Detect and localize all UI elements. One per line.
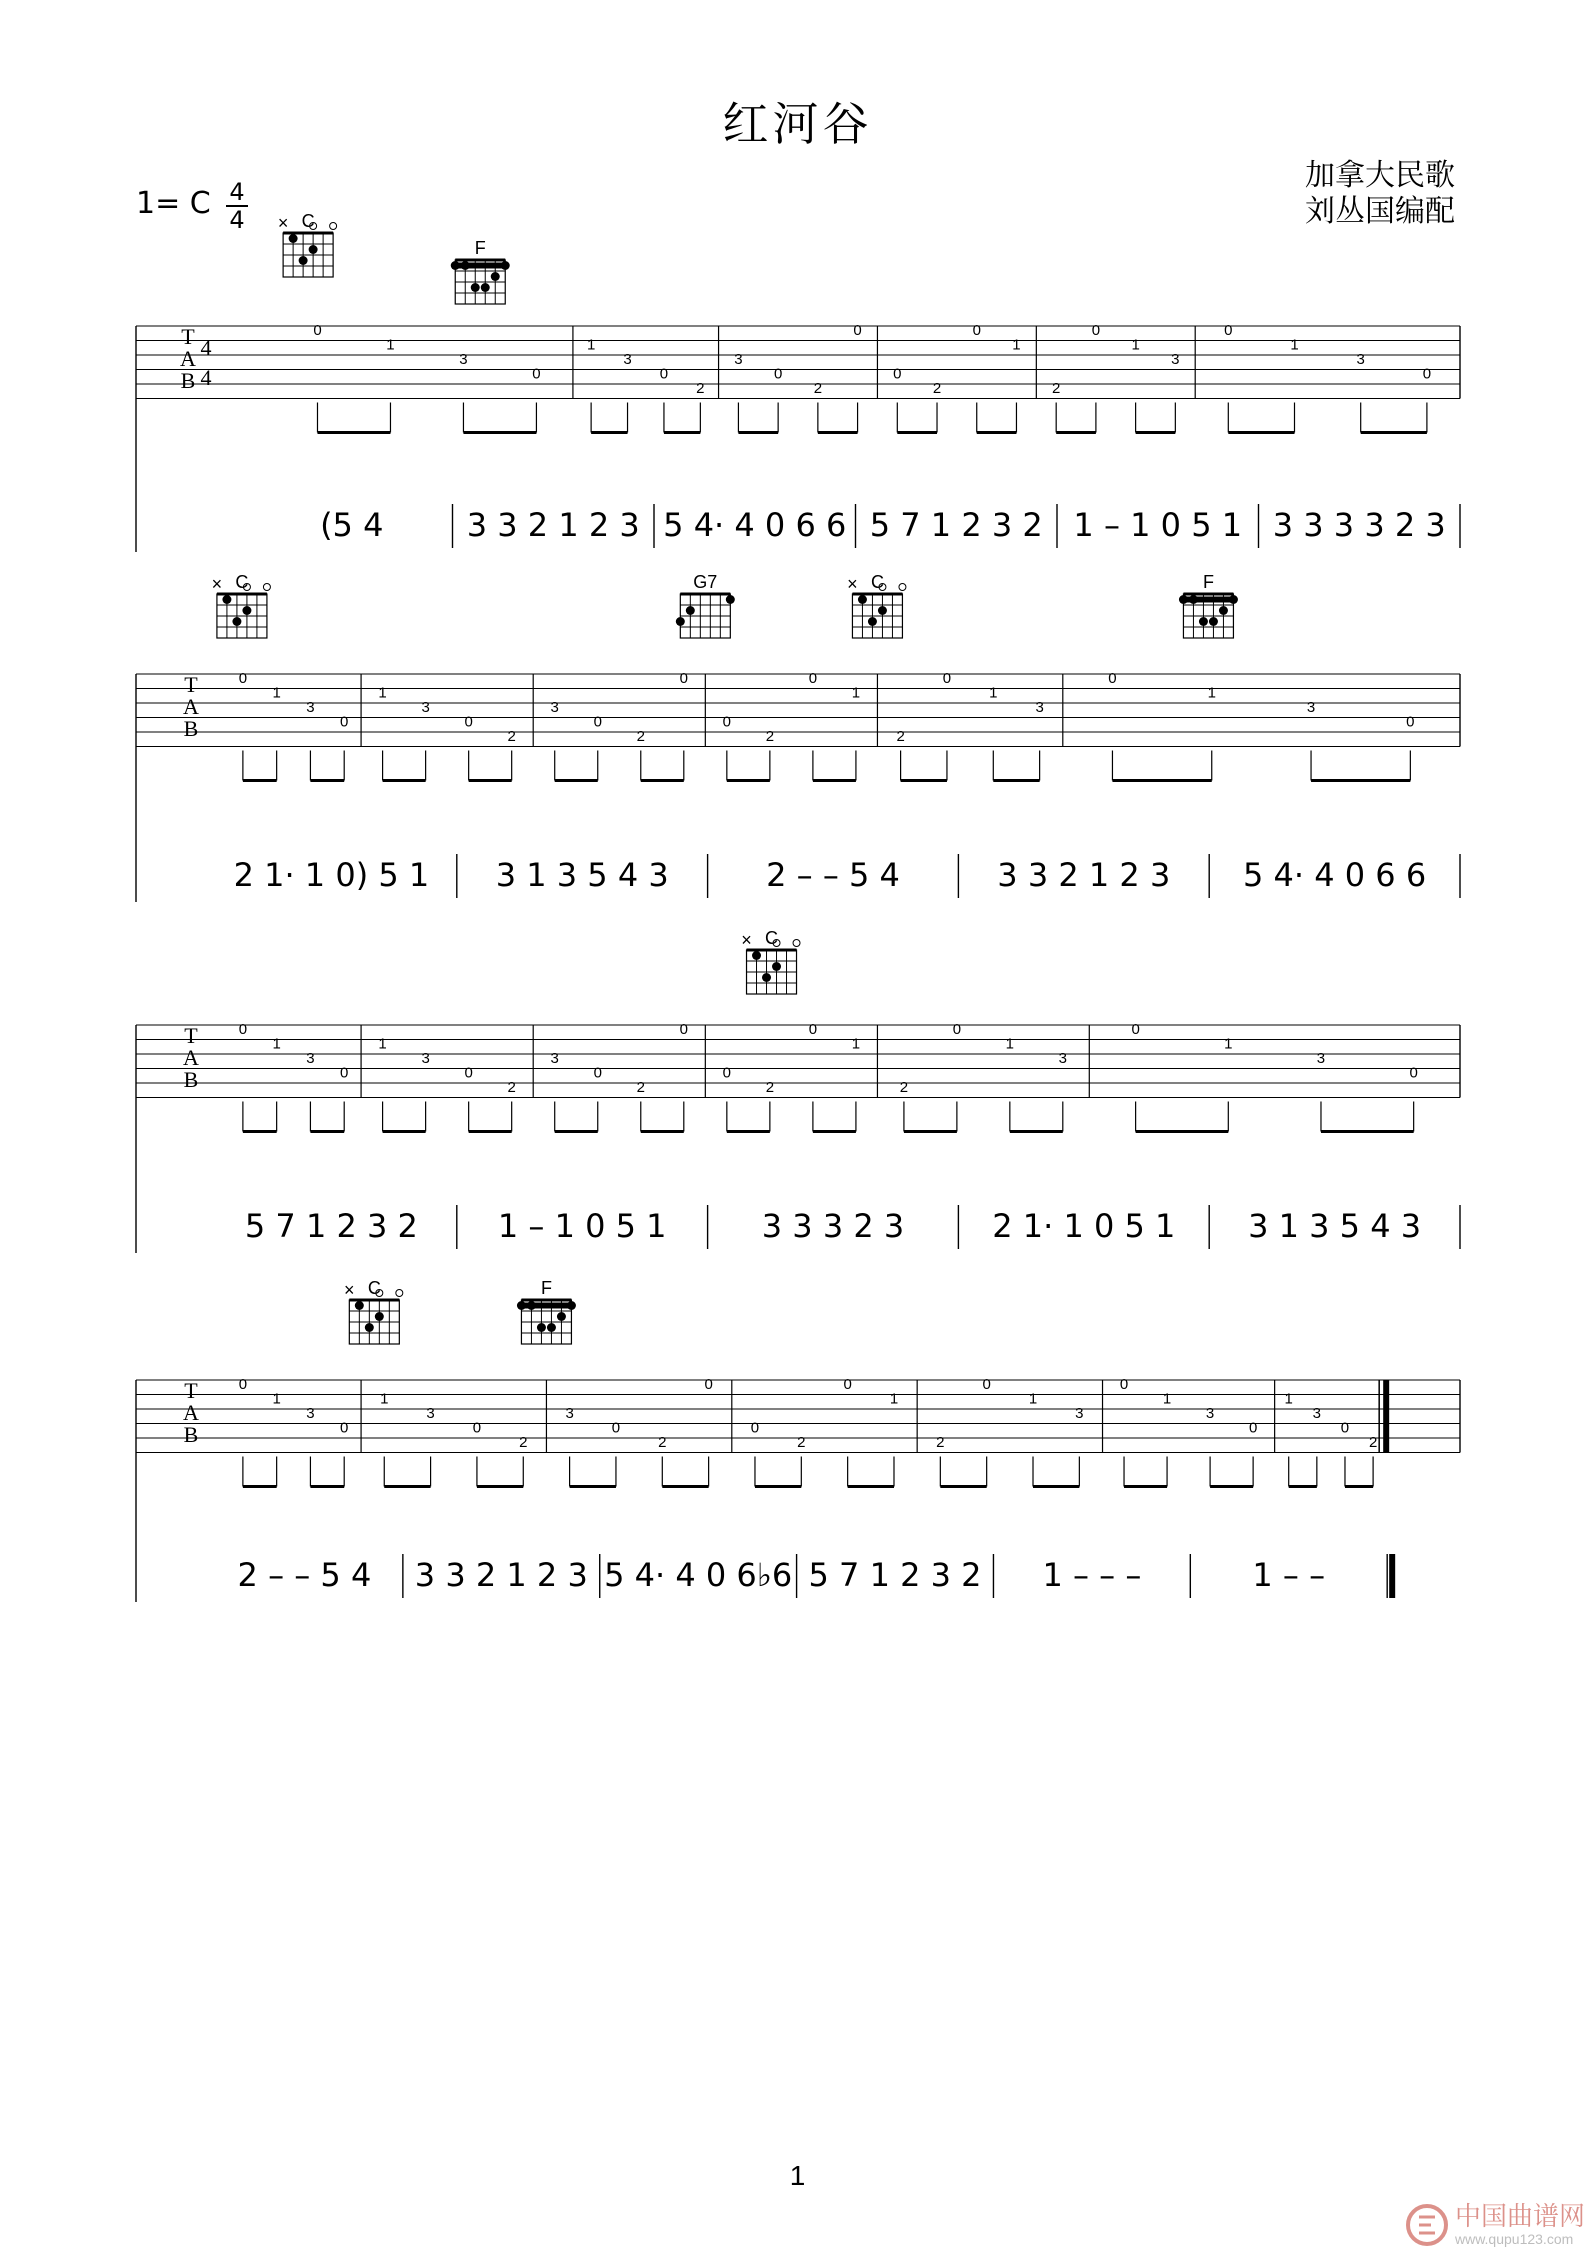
tab-label: B: [183, 716, 199, 741]
tab-label: T: [184, 1378, 198, 1403]
tab-fret-number: 0: [972, 322, 981, 339]
tab-fret-number: 0: [1409, 1064, 1418, 1082]
chord-dot: [1199, 617, 1208, 626]
tab-fret-number: 0: [1224, 322, 1233, 339]
tab-fret-number: 3: [1205, 1405, 1215, 1422]
tab-timesig: 4: [200, 365, 212, 390]
tab-fret-number: 3: [306, 699, 315, 716]
chord-name: C: [765, 928, 779, 948]
chord-dot: [537, 1323, 546, 1332]
muted-string-icon: ×: [277, 213, 289, 233]
open-string-icon: [899, 584, 906, 591]
tab-fret-number: 1: [889, 1390, 899, 1408]
chord-dot: [481, 283, 490, 292]
tab-fret-number: 3: [1058, 1050, 1067, 1067]
tab-fret-number: 3: [459, 351, 468, 368]
chord-dot: [309, 245, 318, 254]
tab-fret-number: 1: [1224, 1035, 1233, 1053]
tab-fret-number: 2: [896, 728, 905, 745]
chord-name: C: [870, 572, 884, 592]
tab-fret-number: 0: [722, 1064, 732, 1082]
chord-dot: [355, 1301, 364, 1310]
chord-dot: [299, 256, 308, 265]
chord-dot: [878, 606, 887, 615]
credit-origin: 加拿大民歌: [1305, 158, 1455, 193]
chord-diagram: [676, 572, 735, 638]
tab-fret-number: 3: [1075, 1405, 1084, 1422]
tab-label: A: [183, 694, 199, 719]
tab-fret-number: 2: [519, 1434, 528, 1451]
key-signature: 1= C: [136, 186, 211, 221]
tab-fret-number: 3: [421, 1050, 430, 1067]
jianpu-measure: 3 3 3 2 3: [761, 1207, 905, 1245]
jianpu-measure: 5 4· 4 0 6 6: [663, 506, 847, 544]
tab-fret-number: 0: [773, 365, 783, 383]
jianpu-measure: 5 4· 4 0 6♭6: [604, 1556, 793, 1594]
tab-fret-number: 1: [378, 684, 387, 702]
chord-dot: [726, 595, 735, 604]
chord-diagram: [212, 572, 271, 638]
jianpu-measure: 1 – 1 0 5 1: [1073, 506, 1243, 544]
jianpu-measure: 3 3 3 3 2 3: [1272, 506, 1446, 544]
tab-fret-number: 0: [808, 670, 818, 687]
tab-fret-number: 3: [1316, 1050, 1326, 1067]
tab-fret-number: 0: [750, 1419, 760, 1437]
tab-fret-number: 3: [1035, 699, 1044, 716]
jianpu-measure: 3 3 2 1 2 3: [466, 506, 640, 544]
tab-fret-number: 0: [1248, 1419, 1258, 1437]
tab-fret-number: 1: [386, 336, 395, 354]
muted-string-icon: ×: [211, 574, 223, 594]
watermark: [1405, 2203, 1585, 2247]
open-string-icon: [793, 940, 800, 947]
tab-fret-number: 0: [1422, 365, 1432, 383]
tab-label: T: [181, 324, 195, 349]
tab-fret-number: 3: [734, 351, 743, 368]
tab-fret-number: 1: [1284, 1390, 1293, 1408]
tab-label: B: [180, 368, 196, 393]
chord-barre: [1181, 597, 1235, 603]
tab-fret-number: 2: [797, 1434, 806, 1451]
tab-label: B: [183, 1422, 199, 1447]
tab-fret-number: 2: [932, 380, 942, 397]
tab-fret-number: 2: [765, 1079, 775, 1096]
chord-dot: [686, 606, 695, 615]
chord-dot: [752, 951, 761, 960]
chord-dot: [676, 617, 685, 626]
tab-timesig: 4: [200, 335, 212, 360]
chord-dot: [762, 973, 771, 982]
watermark-logo-icon: [1405, 2203, 1449, 2247]
tab-fret-number: 0: [593, 713, 602, 731]
tab-label: A: [183, 1400, 199, 1425]
chord-diagram: [741, 928, 800, 994]
chord-dot: [772, 962, 781, 971]
muted-string-icon: ×: [847, 574, 858, 594]
tab-label: A: [183, 1045, 199, 1070]
tab-fret-number: 0: [808, 1021, 818, 1038]
jianpu-measure: 3 3 2 1 2 3: [997, 856, 1171, 894]
tab-fret-number: 2: [658, 1434, 667, 1451]
chord-dot: [242, 606, 251, 615]
page-title: 红河谷: [722, 97, 873, 151]
tab-fret-number: 0: [722, 713, 732, 731]
chord-dot: [471, 283, 480, 292]
tab-fret-number: 3: [623, 351, 632, 368]
jianpu-measure: 3 1 3 5 4 3: [1248, 1207, 1422, 1245]
muted-string-icon: ×: [741, 930, 752, 950]
chord-barre: [453, 263, 507, 269]
tab-fret-number: 0: [340, 713, 349, 731]
system: [136, 1021, 1460, 1253]
tab-label: T: [184, 1023, 198, 1048]
tab-fret-number: 1: [586, 336, 596, 354]
chord-name: C: [367, 1278, 381, 1298]
jianpu-measure: 3 3 2 1 2 3: [414, 1556, 588, 1594]
tab-fret-number: 0: [340, 1419, 349, 1437]
system: [136, 322, 1460, 552]
tab-fret-number: 0: [843, 1376, 852, 1393]
tab-fret-number: 2: [936, 1434, 945, 1451]
tab-fret-number: 0: [472, 1419, 482, 1437]
time-signature-top: 4: [229, 178, 245, 206]
tab-fret-number: 0: [952, 1021, 962, 1038]
chord-diagram: [344, 1278, 403, 1344]
tab-fret-number: 2: [636, 728, 645, 745]
tab-fret-number: 1: [1005, 1035, 1015, 1053]
tab-fret-number: 0: [238, 670, 248, 687]
tab-fret-number: 1: [272, 1035, 281, 1053]
tab-fret-number: 2: [696, 380, 705, 397]
system: [136, 1376, 1460, 1602]
tab-fret-number: 0: [238, 1021, 248, 1038]
tab-fret-number: 0: [982, 1376, 991, 1393]
jianpu-measure: (5 4: [320, 506, 384, 544]
tab-fret-number: 3: [1306, 699, 1316, 716]
tab-fret-number: 0: [1091, 322, 1101, 339]
chord-diagram: [847, 572, 906, 638]
open-string-icon: [263, 584, 270, 591]
tab-fret-number: 0: [238, 1376, 248, 1393]
chord-dot: [365, 1323, 374, 1332]
tab-fret-number: 3: [1356, 351, 1365, 368]
tab-fret-number: 0: [593, 1064, 602, 1082]
chord-name: C: [235, 572, 249, 592]
tab-fret-number: 2: [813, 380, 823, 397]
chord-diagram: [1179, 572, 1238, 638]
tab-fret-number: 0: [659, 365, 669, 383]
tab-fret-number: 2: [899, 1079, 909, 1096]
chord-dot: [222, 595, 231, 604]
tab-fret-number: 0: [942, 670, 952, 687]
chord-barre: [519, 1303, 573, 1309]
tab-fret-number: 3: [1171, 351, 1180, 368]
tab-fret-number: 0: [679, 670, 688, 687]
chord-name: C: [301, 211, 315, 231]
chord-dot: [1219, 606, 1228, 615]
tab-fret-number: 0: [1119, 1376, 1129, 1393]
open-string-icon: [396, 1290, 403, 1297]
tab-fret-number: 0: [611, 1419, 621, 1437]
tab-fret-number: 3: [306, 1050, 315, 1067]
tab-label: T: [184, 672, 198, 697]
chord-diagram: [517, 1278, 576, 1344]
page-number: 1: [789, 2160, 806, 2191]
tab-fret-number: 3: [306, 1405, 315, 1422]
chord-name: G7: [693, 572, 718, 592]
tab-fret-number: 1: [989, 684, 998, 702]
tab-fret-number: 1: [1162, 1390, 1172, 1408]
tab-fret-number: 0: [313, 322, 322, 339]
jianpu-measure: 1 – 1 0 5 1: [497, 1207, 667, 1245]
jianpu-measure: 1 – –: [1252, 1556, 1326, 1594]
jianpu-measure: 2 1· 1 0 5 1: [992, 1207, 1176, 1245]
tab-fret-number: 1: [1207, 684, 1216, 702]
tab-fret-number: 2: [1368, 1434, 1378, 1451]
tab-fret-number: 1: [272, 684, 281, 702]
open-string-icon: [330, 223, 337, 230]
final-barline: [1383, 1380, 1389, 1453]
tab-fret-number: 0: [340, 1064, 349, 1082]
tab-fret-number: 0: [853, 322, 862, 339]
tab-fret-number: 3: [421, 699, 430, 716]
tab-fret-number: 2: [765, 728, 775, 745]
chord-dot: [375, 1312, 384, 1321]
muted-string-icon: ×: [344, 1280, 355, 1300]
tab-fret-number: 0: [532, 365, 541, 383]
tab-fret-number: 0: [464, 713, 473, 731]
tab-fret-number: 0: [1340, 1419, 1350, 1437]
chord-dot: [858, 595, 867, 604]
time-signature-bottom: 4: [229, 206, 245, 234]
jianpu-final-barline: [1389, 1554, 1395, 1598]
tab-fret-number: 0: [464, 1064, 473, 1082]
watermark-name: 中国曲谱网: [1454, 2202, 1585, 2232]
tab-fret-number: 3: [550, 1050, 559, 1067]
jianpu-measure: 5 7 1 2 3 2: [808, 1556, 982, 1594]
chord-diagram: [278, 211, 337, 277]
tab-fret-number: 0: [1406, 713, 1415, 731]
jianpu-measure: 3 1 3 5 4 3: [495, 856, 669, 894]
tab-fret-number: 1: [380, 1390, 389, 1408]
tab-fret-number: 0: [704, 1376, 713, 1393]
jianpu-measure: 5 7 1 2 3 2: [869, 506, 1043, 544]
chord-diagram: [451, 238, 510, 304]
tab-fret-number: 3: [1312, 1405, 1322, 1422]
chord-dot: [232, 617, 241, 626]
tab-fret-number: 2: [507, 1079, 516, 1096]
tab-fret-number: 3: [565, 1405, 574, 1422]
jianpu-measure: 2 1· 1 0) 5 1: [233, 856, 430, 894]
tab-fret-number: 3: [550, 699, 559, 716]
chord-name: F: [540, 1278, 552, 1298]
jianpu-measure: 1 – – –: [1042, 1556, 1142, 1594]
system: [136, 670, 1460, 902]
chord-dot: [289, 234, 298, 243]
tab-fret-number: 0: [893, 365, 902, 383]
tab-fret-number: 1: [1290, 336, 1299, 354]
tab-label: A: [180, 346, 196, 371]
tab-fret-number: 1: [1012, 336, 1021, 354]
jianpu-measure: 2 – – 5 4: [237, 1556, 372, 1594]
tab-fret-number: 1: [272, 1390, 281, 1408]
chord-dot: [491, 272, 500, 281]
watermark-url: www.qupu123.com: [1454, 2231, 1574, 2247]
tab-fret-number: 1: [851, 684, 861, 702]
tab-fret-number: 0: [1131, 1021, 1140, 1038]
credit-arranger: 刘丛国编配: [1305, 194, 1455, 229]
chord-dot: [868, 617, 877, 626]
tab-fret-number: 2: [1052, 380, 1061, 397]
chord-name: F: [474, 238, 486, 258]
jianpu-measure: 2 – – 5 4: [766, 856, 900, 894]
jianpu-measure: 5 4· 4 0 6 6: [1243, 856, 1427, 894]
chord-dot: [547, 1323, 556, 1332]
tab-fret-number: 1: [1028, 1390, 1038, 1408]
tab-fret-number: 2: [636, 1079, 645, 1096]
tab-label: B: [183, 1067, 199, 1092]
tab-fret-number: 1: [1131, 336, 1140, 354]
tab-fret-number: 2: [507, 728, 516, 745]
chord-dot: [557, 1312, 566, 1321]
tab-fret-number: 1: [378, 1035, 387, 1053]
tab-fret-number: 3: [426, 1405, 435, 1422]
tab-fret-number: 0: [679, 1021, 688, 1038]
jianpu-measure: 5 7 1 2 3 2: [244, 1207, 418, 1245]
tab-fret-number: 0: [1108, 670, 1117, 687]
chord-dot: [1209, 617, 1218, 626]
tab-fret-number: 1: [851, 1035, 861, 1053]
chord-name: F: [1202, 572, 1214, 592]
